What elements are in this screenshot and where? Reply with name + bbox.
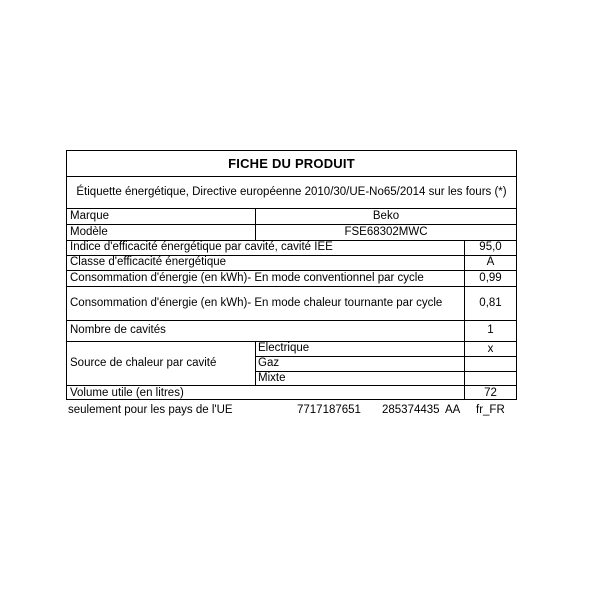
heat-source-option-gas: Gaz [258, 357, 280, 369]
efficiency-index-value: 95,0 [479, 241, 502, 253]
volume-label: Volume utile (en litres) [70, 387, 184, 399]
consumption-conventional-value: 0,99 [479, 272, 502, 284]
divider [66, 208, 517, 209]
brand-label: Marque [70, 210, 109, 222]
brand-value: Beko [372, 210, 400, 222]
footer-code-2: 285374435 [382, 404, 440, 416]
consumption-fan-label: Consommation d'énergie (en kWh)- En mode chaleur tournante par cycle [70, 297, 443, 309]
cavity-count-value: 1 [487, 324, 494, 336]
consumption-fan-value: 0,81 [479, 297, 502, 309]
divider [66, 320, 517, 321]
divider [255, 341, 256, 385]
cavity-count-label: Nombre de cavités [70, 324, 166, 336]
divider [66, 224, 517, 225]
divider [66, 270, 517, 271]
footer-note: seulement pour les pays de l'UE [68, 404, 233, 416]
model-label: Modèle [70, 226, 108, 238]
divider [255, 371, 517, 372]
model-value: FSE68302MWC [344, 226, 428, 238]
heat-source-option-electric-value: x [487, 343, 494, 355]
divider [255, 356, 517, 357]
energy-class-label: Classe d'efficacité énergétique [70, 256, 227, 268]
volume-value: 72 [484, 387, 497, 399]
divider [66, 385, 517, 386]
sheet-subtitle: Étiquette énergétique, Directive européenne 2010/30/UE-No65/2014 sur les fours (*) [76, 186, 507, 198]
footer-code-3: AA [445, 404, 461, 416]
footer-code-1: 7717187651 [297, 404, 361, 416]
energy-class-value: A [486, 256, 495, 268]
efficiency-index-label: Indice d'efficacité énergétique par cavité, cavité IEE [70, 241, 333, 253]
footer-locale: fr_FR [476, 404, 505, 416]
consumption-conventional-label: Consommation d'énergie (en kWh)- En mode conventionnel par cycle [70, 272, 424, 284]
heat-source-label: Source de chaleur par cavité [70, 357, 217, 369]
heat-source-option-mixed: Mixte [258, 372, 286, 384]
heat-source-option-electric: Electrique [258, 342, 310, 354]
divider [66, 176, 517, 177]
divider [66, 286, 517, 287]
sheet-title: FICHE DU PRODUIT [228, 156, 355, 171]
